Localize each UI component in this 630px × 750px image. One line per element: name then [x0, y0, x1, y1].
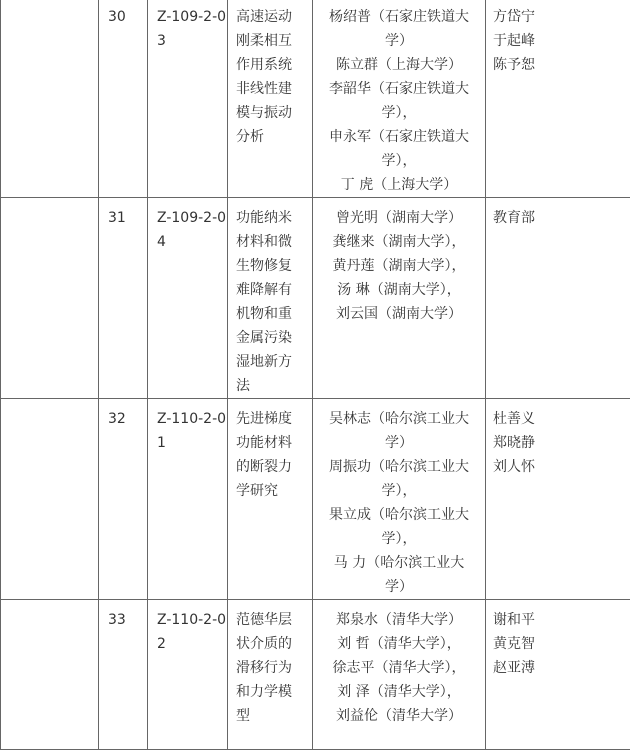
completer-line: 刘益伦（清华大学） — [313, 704, 485, 728]
project-title-line: 作用系统 — [236, 53, 312, 77]
completer-line: 陈立群（上海大学） — [313, 53, 485, 77]
project-title-line: 分析 — [236, 125, 312, 149]
project-code-cell — [148, 600, 228, 750]
project-title-cell — [228, 0, 313, 198]
completer-line: 刘 哲（清华大学）， — [313, 632, 485, 656]
row-number-cell — [99, 600, 148, 750]
project-title-line: 生物修复 — [236, 254, 312, 278]
nominator-line: 黄克智 — [493, 632, 630, 656]
project-code-cell — [148, 198, 228, 399]
completer-line: 汤 琳（湖南大学）， — [313, 278, 485, 302]
project-title-line: 型 — [236, 704, 312, 728]
project-title-line: 机物和重 — [236, 302, 312, 326]
completer-line: 郑泉水（清华大学） — [313, 608, 485, 632]
project-code-line: 4 — [157, 230, 227, 254]
completer-line: 学） — [313, 29, 485, 53]
project-title-line: 学研究 — [236, 479, 312, 503]
project-code-line: Z-110-2-0 — [157, 608, 227, 632]
project-title-line: 范德华层 — [236, 608, 312, 632]
project-title-line: 非线性建 — [236, 77, 312, 101]
project-title-line: 的断裂力 — [236, 455, 312, 479]
completer-line: 龚继来（湖南大学）， — [313, 230, 485, 254]
nominator-line: 教育部 — [493, 206, 630, 230]
project-code-line: Z-109-2-0 — [157, 5, 227, 29]
project-title-line: 功能纳米 — [236, 206, 312, 230]
table-row — [1, 399, 630, 600]
project-code-line: 1 — [157, 431, 227, 455]
completers-cell — [313, 0, 486, 198]
row-number: 30 — [108, 5, 147, 29]
row-number-cell — [99, 198, 148, 399]
nominator-line: 郑晓静 — [493, 431, 630, 455]
completer-line: 曾光明（湖南大学） — [313, 206, 485, 230]
completer-line: 刘 泽（清华大学）， — [313, 680, 485, 704]
project-title-line: 法 — [236, 374, 312, 398]
completer-line: 杨绍普（石家庄铁道大 — [313, 5, 485, 29]
blank-cell — [1, 600, 99, 750]
nominators-cell — [486, 198, 630, 399]
project-title-line: 状介质的 — [236, 632, 312, 656]
project-title-line: 金属污染 — [236, 326, 312, 350]
completer-line: 李韶华（石家庄铁道大 — [313, 77, 485, 101]
completer-line: 周振功（哈尔滨工业大 — [313, 455, 485, 479]
nominator-line: 杜善义 — [493, 407, 630, 431]
awards-table-body — [1, 0, 630, 750]
project-title-cell — [228, 600, 313, 750]
completer-line: 申永军（石家庄铁道大 — [313, 125, 485, 149]
project-title-line: 难降解有 — [236, 278, 312, 302]
row-number-cell — [99, 0, 148, 198]
completers-cell — [313, 600, 486, 750]
blank-cell — [1, 198, 99, 399]
project-code-line: Z-109-2-0 — [157, 206, 227, 230]
nominators-cell — [486, 0, 630, 198]
project-title-line: 材料和微 — [236, 230, 312, 254]
project-code-line: 3 — [157, 29, 227, 53]
row-number: 33 — [108, 608, 147, 632]
nominator-line: 赵亚溥 — [493, 656, 630, 680]
table-row — [1, 600, 630, 750]
nominator-line: 方岱宁 — [493, 5, 630, 29]
completers-cell — [313, 399, 486, 600]
nominator-line: 于起峰 — [493, 29, 630, 53]
project-title-line: 和力学模 — [236, 680, 312, 704]
completer-line: 果立成（哈尔滨工业大 — [313, 503, 485, 527]
row-number: 31 — [108, 206, 147, 230]
project-title-line: 刚柔相互 — [236, 29, 312, 53]
completer-line: 学） — [313, 575, 485, 599]
project-title-line: 功能材料 — [236, 431, 312, 455]
row-number-cell — [99, 399, 148, 600]
nominator-line: 谢和平 — [493, 608, 630, 632]
project-title-line: 湿地新方 — [236, 350, 312, 374]
row-number: 32 — [108, 407, 147, 431]
project-code-cell — [148, 399, 228, 600]
completer-line: 丁 虎（上海大学） — [313, 173, 485, 197]
completers-cell — [313, 198, 486, 399]
completer-line: 刘云国（湖南大学） — [313, 302, 485, 326]
completer-line: 吴林志（哈尔滨工业大 — [313, 407, 485, 431]
completer-line: 学）， — [313, 527, 485, 551]
nominators-cell — [486, 399, 630, 600]
completer-line: 黄丹莲（湖南大学）， — [313, 254, 485, 278]
blank-cell — [1, 399, 99, 600]
table-row — [1, 198, 630, 399]
nominator-line: 陈予恕 — [493, 53, 630, 77]
completer-line: 学）， — [313, 479, 485, 503]
blank-cell — [1, 0, 99, 198]
table-row — [1, 0, 630, 198]
completer-line: 徐志平（清华大学）， — [313, 656, 485, 680]
project-title-line: 滑移行为 — [236, 656, 312, 680]
project-title-cell — [228, 399, 313, 600]
nominators-cell — [486, 600, 630, 750]
completer-line: 学）， — [313, 101, 485, 125]
project-code-line: 2 — [157, 632, 227, 656]
project-title-line: 模与振动 — [236, 101, 312, 125]
project-title-cell — [228, 198, 313, 399]
project-code-line: Z-110-2-0 — [157, 407, 227, 431]
completer-line: 学）， — [313, 149, 485, 173]
project-title-line: 先进梯度 — [236, 407, 312, 431]
completer-line: 学） — [313, 431, 485, 455]
project-title-line: 高速运动 — [236, 5, 312, 29]
nominator-line: 刘人怀 — [493, 455, 630, 479]
completer-line: 马 力（哈尔滨工业大 — [313, 551, 485, 575]
project-code-cell — [148, 0, 228, 198]
